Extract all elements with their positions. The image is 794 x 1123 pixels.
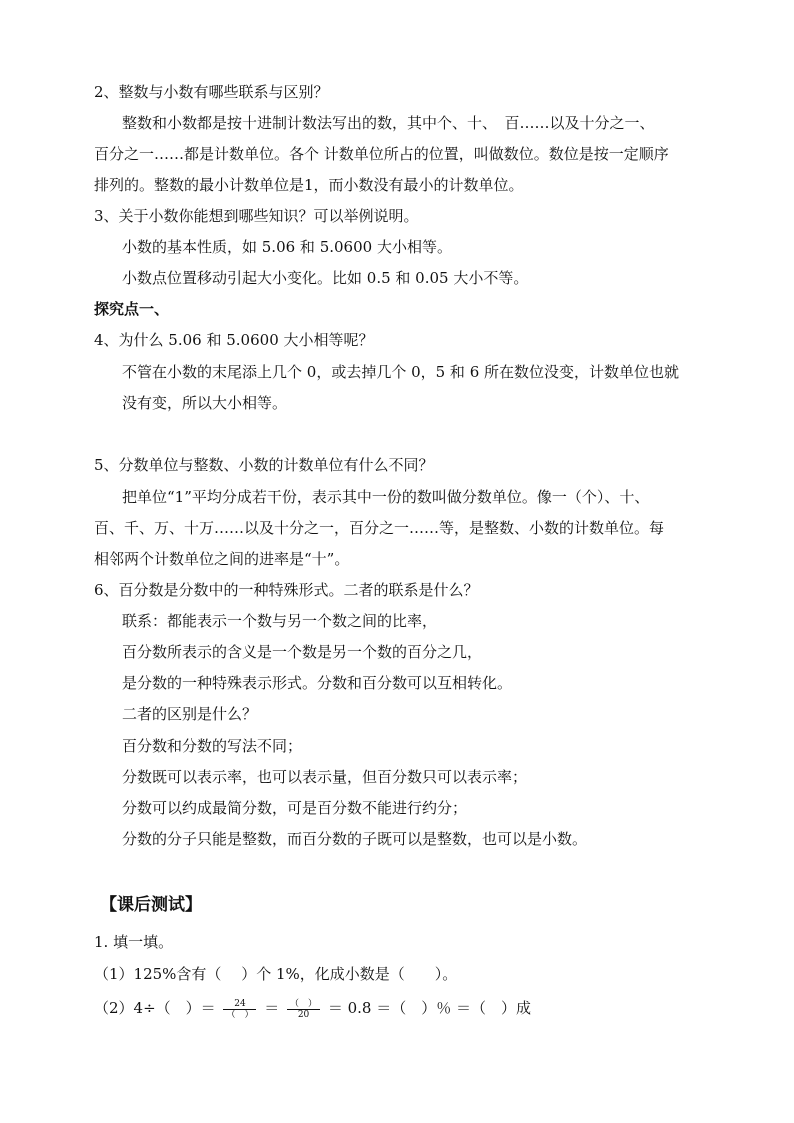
sub2-suffix: ＝ 0.8 ＝（ ）％ ＝（ ）成 bbox=[327, 999, 531, 1017]
answer-6-diff-4: 分数的分子只能是整数，而百分数的子既可以是整数，也可以是小数。 bbox=[122, 830, 588, 848]
equals-sign: ＝ bbox=[264, 999, 280, 1017]
answer-2-line-1: 整数和小数都是按十进制计数法写出的数，其中个、十、 百……以及十分之一、 bbox=[122, 114, 655, 132]
answer-6-link-3: 是分数的一种特殊表示形式。分数和百分数可以互相转化。 bbox=[122, 674, 513, 692]
fraction-1-denominator: （ ） bbox=[226, 1009, 254, 1020]
fraction-2-denominator: 20 bbox=[297, 1009, 310, 1020]
answer-2-line-2: 百分之一……都是计数单位。各个 计数单位所占的位置，叫做数位。数位是按一定顺序 bbox=[94, 145, 669, 163]
fraction-2 bbox=[287, 999, 320, 1020]
answer-5-line-1: 把单位“1”平均分成若干份，表示其中一份的数叫做分数单位。像一（个）、十、 bbox=[122, 488, 650, 506]
question-6: 6、百分数是分数中的一种特殊形式。二者的联系是什么？ bbox=[94, 581, 479, 599]
fraction-2-numerator: （ ） bbox=[287, 999, 320, 1010]
answer-5-line-3: 相邻两个计数单位之间的进率是“十”。 bbox=[94, 550, 350, 568]
answer-6-diff-3: 分数可以约成最简分数，可是百分数不能进行约分； bbox=[122, 799, 468, 817]
question-3: 3、关于小数你能想到哪些知识？可以举例说明。 bbox=[94, 207, 419, 225]
question-2: 2、整数与小数有哪些联系与区别？ bbox=[94, 83, 329, 101]
fraction-1-numerator: 24 bbox=[223, 999, 256, 1010]
question-5: 5、分数单位与整数、小数的计数单位有什么不同？ bbox=[94, 456, 434, 474]
answer-6-link-2: 百分数所表示的含义是一个数是另一个数的百分之几， bbox=[122, 643, 483, 661]
answer-6-diff-2: 分数既可以表示率，也可以表示量，但百分数只可以表示率； bbox=[122, 768, 528, 786]
sub2-prefix: （2）4÷（ ）＝ bbox=[94, 999, 216, 1017]
answer-6-diff-1: 百分数和分数的写法不同； bbox=[122, 737, 303, 755]
answer-2-line-3: 排列的。整数的最小计数单位是1，而小数没有最小的计数单位。 bbox=[94, 176, 524, 194]
test-sub-item-1: （1）125%含有（ ）个 1%，化成小数是（ ）。 bbox=[94, 965, 458, 983]
post-class-test-heading: 【课后测试】 bbox=[100, 895, 202, 915]
answer-4-line-1: 不管在小数的末尾添上几个 0，或去掉几个 0，5 和 6 所在数位没变，计数单位也就 bbox=[122, 363, 680, 381]
test-item-1: 1. 填一填。 bbox=[94, 933, 174, 951]
explore-point-heading: 探究点一、 bbox=[94, 300, 170, 318]
answer-6-diff-question: 二者的区别是什么？ bbox=[122, 705, 258, 723]
fraction-1 bbox=[223, 999, 256, 1020]
answer-4-line-2: 没有变，所以大小相等。 bbox=[122, 394, 288, 412]
test-sub-item-2 bbox=[94, 996, 531, 1020]
answer-3-line-2: 小数点位置移动引起大小变化。比如 0.5 和 0.05 大小不等。 bbox=[122, 269, 529, 287]
question-4: 4、为什么 5.06 和 5.0600 大小相等呢？ bbox=[94, 331, 374, 349]
answer-6-link-1: 联系：都能表示一个数与另一个数之间的比率， bbox=[122, 612, 438, 630]
answer-3-line-1: 小数的基本性质，如 5.06 和 5.0600 大小相等。 bbox=[122, 238, 452, 256]
answer-5-line-2: 百、千、万、十万……以及十分之一，百分之一……等，是整数、小数的计数单位。每 bbox=[94, 519, 665, 537]
